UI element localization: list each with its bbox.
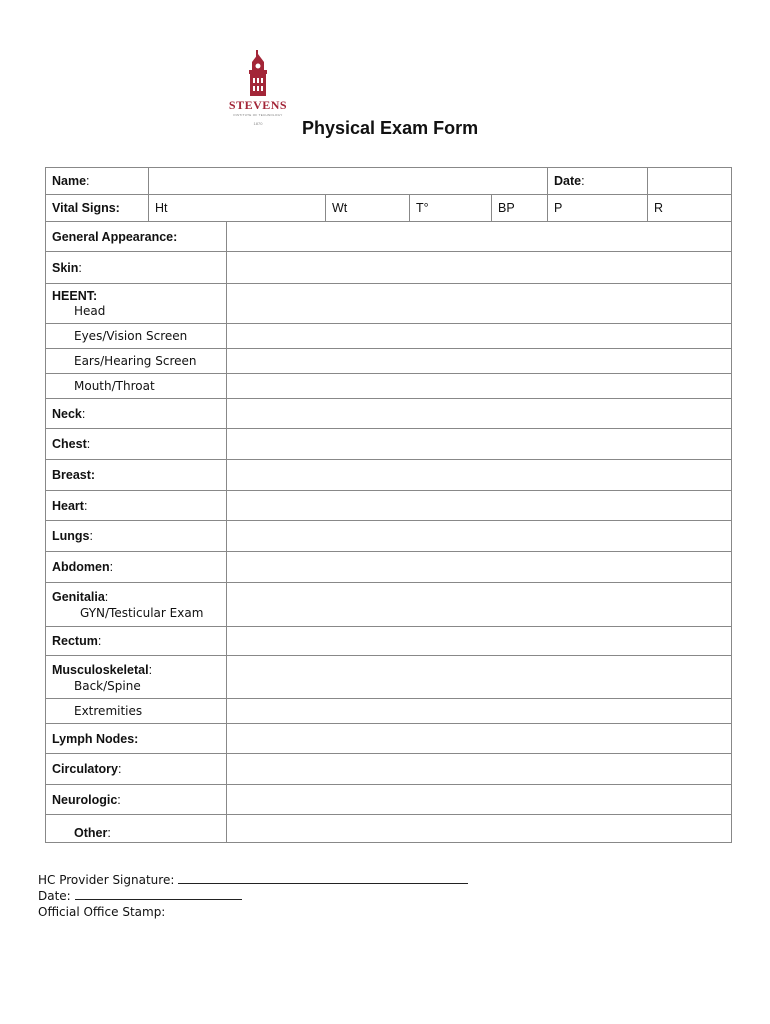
temp-field[interactable] [410,195,492,222]
circulatory-row [46,754,732,785]
date-field[interactable] [648,168,732,195]
skin-label: Skin: [46,252,227,284]
musculoskeletal-label: Musculoskeletal: Back/Spine [46,656,227,699]
pulse-label: P [554,201,563,215]
extremities-field[interactable] [227,699,732,724]
rectum-label: Rectum: [46,627,227,656]
lungs-field[interactable] [227,521,732,552]
heent-row [46,284,732,324]
pulse-field[interactable] [548,195,648,222]
mouth-row [46,374,732,399]
logo-year: 1870 [253,121,263,126]
provider-signature-row [38,872,468,888]
abdomen-field[interactable] [227,552,732,583]
provider-signature-line[interactable] [178,872,468,884]
temp-label: T° [416,201,429,215]
heart-label: Heart: [46,491,227,521]
skin-row [46,252,732,284]
ears-field[interactable] [227,349,732,374]
rectum-row [46,627,732,656]
chest-row [46,429,732,460]
logo-subtitle: INSTITUTE OF TECHNOLOGY [233,113,283,117]
heent-field[interactable] [227,284,732,324]
rectum-field[interactable] [227,627,732,656]
heent-label: HEENT: Head [46,284,227,324]
eyes-field[interactable] [227,324,732,349]
wt-field[interactable] [326,195,410,222]
wt-label: Wt [332,201,348,215]
genitalia-field[interactable] [227,583,732,627]
neurologic-row [46,785,732,815]
stevens-logo [223,48,293,132]
head-label: Head [74,304,106,318]
abdomen-label: Abdomen: [46,552,227,583]
extremities-row [46,699,732,724]
vital-signs-label: Vital Signs: [46,195,149,222]
neurologic-field[interactable] [227,785,732,815]
lungs-label: Lungs: [46,521,227,552]
genitalia-row [46,583,732,627]
date-label: Date: [548,168,648,195]
neck-label: Neck: [46,399,227,429]
other-row [46,815,732,843]
name-label: Name: [46,168,149,195]
name-row [46,168,732,195]
ht-label: Ht [155,201,168,215]
clock-tower-icon [243,48,273,98]
bp-label: BP [498,201,515,215]
general-appearance-field[interactable] [227,222,732,252]
lymph-row [46,724,732,754]
lymph-nodes-label: Lymph Nodes: [46,724,227,754]
general-row [46,222,732,252]
circulatory-field[interactable] [227,754,732,785]
circulatory-label: Circulatory: [46,754,227,785]
exam-table [45,167,732,843]
provider-signature-label: HC Provider Signature: [38,873,175,887]
signature-date-row [38,888,468,904]
page-title: Physical Exam Form [302,118,479,138]
extremities-label: Extremities [46,699,227,724]
other-label: Other: [46,815,227,843]
bp-field[interactable] [492,195,548,222]
other-field[interactable] [227,815,732,843]
chest-label: Chest: [46,429,227,460]
vitals-row [46,195,732,222]
gyn-label: GYN/Testicular Exam [80,606,204,620]
name-field[interactable] [149,168,548,195]
skin-field[interactable] [227,252,732,284]
musculoskeletal-field[interactable] [227,656,732,699]
general-appearance-label: General Appearance: [46,222,227,252]
abdomen-row [46,552,732,583]
neurologic-label: Neurologic: [46,785,227,815]
musculoskeletal-row [46,656,732,699]
eyes-label: Eyes/Vision Screen [46,324,227,349]
breast-field[interactable] [227,460,732,491]
lungs-row [46,521,732,552]
signature-date-line[interactable] [75,888,242,900]
ears-label: Ears/Hearing Screen [46,349,227,374]
ht-field[interactable] [149,195,326,222]
breast-label: Breast: [46,460,227,491]
neck-field[interactable] [227,399,732,429]
neck-row [46,399,732,429]
signature-block [38,872,468,920]
back-spine-label: Back/Spine [74,679,141,693]
mouth-field[interactable] [227,374,732,399]
mouth-label: Mouth/Throat [46,374,227,399]
lymph-nodes-field[interactable] [227,724,732,754]
ears-row [46,349,732,374]
resp-field[interactable] [648,195,732,222]
office-stamp-label: Official Office Stamp: [38,905,166,919]
chest-field[interactable] [227,429,732,460]
eyes-row [46,324,732,349]
signature-date-label: Date: [38,889,71,903]
resp-label: R [654,201,664,215]
logo-wordmark: STEVENS [228,98,288,112]
heart-field[interactable] [227,491,732,521]
breast-row [46,460,732,491]
heart-row [46,491,732,521]
genitalia-label: Genitalia: GYN/Testicular Exam [46,583,227,627]
